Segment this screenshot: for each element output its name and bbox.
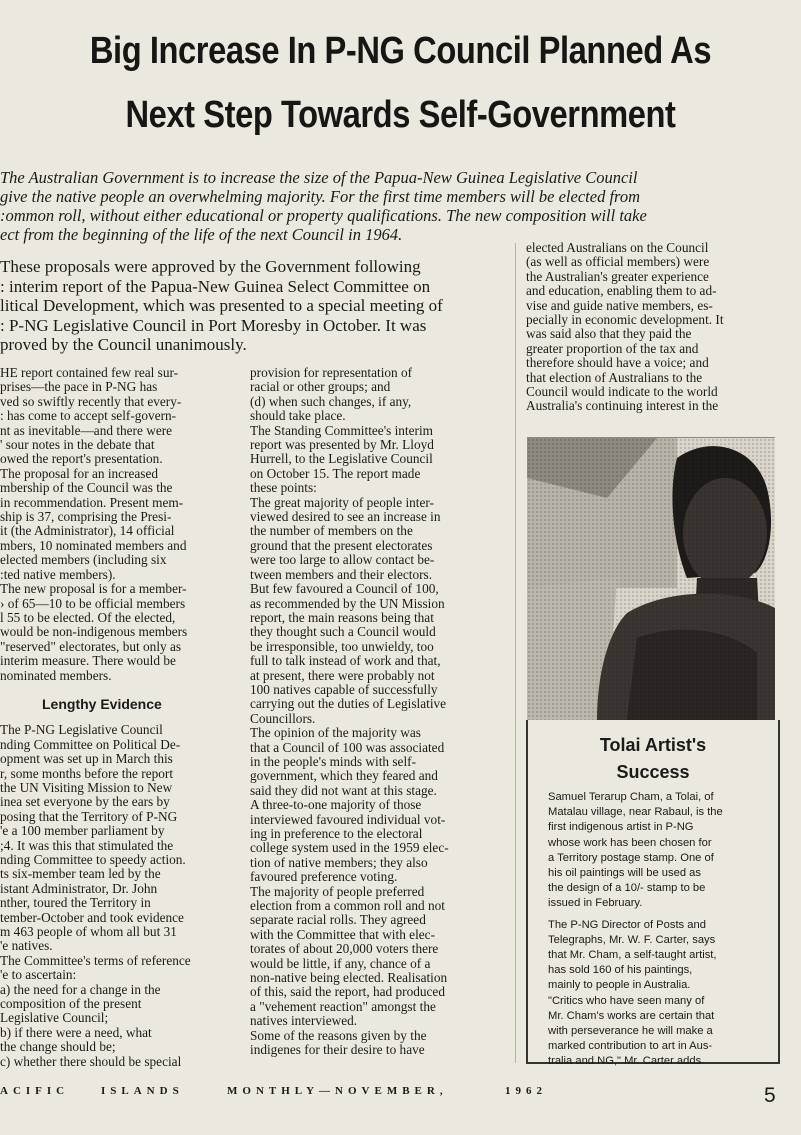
body-text-line: report, the main reasons being that — [250, 609, 434, 625]
body-text-line: nominated members. — [0, 667, 112, 683]
sidebar-text-line: has sold 160 of his paintings, — [548, 964, 693, 977]
body-text-line: it (the Administrator), 14 official — [0, 523, 175, 539]
body-text-line: Council would indicate to the world — [526, 384, 718, 400]
artist-photo — [527, 437, 775, 720]
sidebar-text-line: first indigenous artist in P-NG — [548, 821, 694, 834]
body-text-line: the number of members on the — [250, 523, 413, 539]
body-text-line: interviewed favoured individual vot- — [250, 811, 446, 827]
body-text-line: a "vehement reaction" amongst the — [250, 998, 436, 1014]
sidebar-text-line: "Critics who have seen many of — [548, 994, 705, 1007]
sidebar-text-line: that Mr. Cham, a self-taught artist, — [548, 949, 717, 962]
body-text-line: c) whether there should be special — [0, 1053, 182, 1069]
body-text-line: that election of Australians to the — [526, 369, 703, 385]
sidebar-box — [526, 720, 780, 1068]
body-text-line: istant Administrator, Dr. John — [0, 880, 158, 896]
column-1-paragraphs-2 — [0, 723, 232, 1069]
headline-line-2: Next Step Towards Self-Government — [125, 94, 676, 136]
body-text-line: favoured preference voting. — [250, 869, 398, 885]
footer-publication-part-2: ISLANDS — [101, 1085, 184, 1097]
body-text-line: separate racial rolls. They agreed — [250, 912, 426, 928]
body-text-line: : has come to accept self-govern- — [0, 408, 177, 424]
body-text-line: nding Committee to speedy action. — [0, 852, 186, 867]
body-text-line: report was presented by Mr. Lloyd — [250, 437, 434, 453]
intro-line: The Australian Government is to increase the size of the Papua-New Guinea Legislative Council — [0, 168, 638, 187]
body-text-line: in the people's minds with self- — [250, 753, 416, 769]
body-text-line: pecially in economic development. It — [526, 312, 724, 328]
body-text-line: mbers, 10 nominated members and — [0, 537, 187, 553]
lead-line: litical Development, which was presented to a special meeting of — [0, 296, 443, 315]
body-text-line: on October 15. The report made — [250, 465, 421, 481]
body-text-line: "reserved" electorates, but only as — [0, 638, 182, 654]
body-text-line: therefore should have a voice; and — [526, 355, 709, 371]
body-text-line: tember-October and took evidence — [0, 909, 184, 925]
body-text-line: ved so swiftly recently that every- — [0, 393, 182, 409]
body-text-line: :ted native members). — [0, 566, 116, 582]
body-text-line: (as well as official members) were — [526, 254, 710, 270]
body-text-line: the UN Visiting Mission to New — [0, 779, 173, 795]
body-text-line: The opinion of the majority was — [250, 725, 421, 741]
sidebar-text-line: Telegraphs, Mr. W. F. Carter, says — [548, 933, 716, 946]
body-text-line: Legislative Council; — [0, 1010, 109, 1026]
lead-line: : interim report of the Papua-New Guinea Select Committee on — [0, 276, 431, 296]
body-text-line: Australia's continuing interest in the — [526, 398, 719, 414]
body-text-line: greater proportion of the tax and — [526, 340, 699, 356]
sidebar-text-line: The P-NG Director of Posts and — [548, 918, 706, 931]
body-text-line: HE report contained few real sur- — [0, 366, 179, 380]
body-text-line: provision for representation of — [250, 365, 413, 380]
sidebar-text-line: issued in February. — [548, 897, 643, 910]
body-text-line: r, some months before the report — [0, 765, 174, 781]
footer-year: 1962 — [505, 1085, 547, 1097]
body-text-line: and education, enabling them to ad- — [526, 283, 717, 299]
sidebar-text-line: the design of a 10/- stamp to be — [548, 882, 706, 895]
sidebar-text-line: whose work has been chosen for — [548, 836, 712, 849]
body-text-line: government, which they feared and — [250, 768, 438, 784]
body-text-line: college system used in the 1959 elec- — [250, 840, 449, 856]
sidebar-text-line: Samuel Terarup Cham, a Tolai, of — [548, 791, 714, 803]
body-text-line: The P-NG Legislative Council — [0, 722, 163, 738]
body-text-line: they thought such a Council would — [250, 624, 436, 640]
body-text-line: as recommended by the UN Mission — [250, 595, 445, 611]
lead-line: proved by the Council unanimously. — [0, 335, 247, 354]
sidebar-text-line: tralia and NG," Mr. Carter adds. — [548, 1055, 705, 1068]
body-text-line: indigenes for their desire to have — [250, 1042, 425, 1058]
column-2 — [250, 366, 507, 1058]
body-text-line: The proposal for an increased — [0, 465, 159, 481]
body-text-line: a) the need for a change in the — [0, 981, 161, 997]
body-text-line: was said also that they paid the — [526, 326, 692, 342]
lead-line: These proposals were approved by the Government following — [0, 257, 421, 276]
body-text-line: Councillors. — [250, 710, 316, 726]
body-text-line: these points: — [250, 480, 317, 496]
body-text-line: inea set everyone by the ears by — [0, 794, 170, 810]
sidebar-text-line: Matalau village, near Rabaul, is the — [548, 806, 723, 819]
body-text-line: posing that the Territory of P-NG — [0, 808, 178, 824]
body-text-line: tion of native members; they also — [250, 854, 428, 870]
body-text-line: ground that the present electorates — [250, 537, 433, 553]
body-text-line: the Australian's greater experience — [526, 268, 709, 284]
body-text-line: m 463 people of whom all but 31 — [0, 924, 177, 940]
body-text-line: nther, toured the Territory in — [0, 895, 151, 911]
body-text-line: l 55 to be elected. Of the elected, — [0, 609, 176, 625]
body-text-line: elected members (including six — [0, 552, 167, 568]
body-text-line: would be non-indigenous members — [0, 624, 188, 640]
body-text-line: › of 65—10 to be official members — [0, 595, 186, 611]
body-text-line: election from a common roll and not — [250, 898, 445, 914]
sidebar-text-line: marked contribution to art in Aus- — [548, 1040, 713, 1053]
body-text-line: ts six-member team led by the — [0, 866, 161, 882]
body-text-line: should take place. — [250, 408, 346, 424]
page-number: 5 — [764, 1084, 776, 1107]
body-text-line: 'e natives. — [0, 938, 53, 954]
body-text-line: tween members and their electors. — [250, 566, 433, 582]
body-text-line: ;4. It was this that stimulated the — [0, 837, 174, 853]
body-text-line: The great majority of people inter- — [250, 494, 434, 510]
intro-standfirst — [0, 168, 780, 244]
body-text-line: torates of about 20,000 voters there — [250, 941, 439, 957]
body-text-line: ship is 37, comprising the Presi- — [0, 509, 172, 525]
sidebar-text-line: with perseverance he will make a — [548, 1025, 713, 1038]
column-1-paragraphs — [0, 366, 232, 683]
body-text-line: 100 natives capable of successfully — [250, 681, 438, 697]
body-text-line: at present, there were probably not — [250, 667, 435, 683]
body-text-line: Hurrell, to the Legislative Council — [250, 451, 433, 467]
body-text-line: opment was set up in March this — [0, 751, 173, 767]
body-text-line: in recommendation. Present mem- — [0, 494, 184, 510]
lead-paragraph — [0, 257, 505, 355]
lead-line: : P-NG Legislative Council in Port Moresby in October. It was — [0, 315, 427, 335]
sidebar-title-line-2: Success — [616, 762, 690, 782]
body-text-line: A three-to-one majority of those — [250, 797, 422, 813]
body-text-line: The majority of people preferred — [250, 883, 425, 899]
body-text-line: ' sour notes in the debate that — [0, 437, 155, 453]
body-text-line: The new proposal is for a member- — [0, 581, 187, 597]
body-text-line: viewed desired to see an increase in — [250, 509, 441, 525]
intro-line: ect from the beginning of the life of the next Council in 1964. — [0, 225, 403, 244]
body-text-line: the change should be; — [0, 1039, 116, 1055]
body-text-line: be irresponsible, too unwieldy, too — [250, 638, 434, 654]
body-text-line: racial or other groups; and — [250, 379, 391, 395]
intro-line: give the native people an overwhelming majority. For the first time members will be elected from — [0, 187, 641, 206]
body-text-line: nding Committee on Political De- — [0, 736, 181, 752]
column-1 — [0, 366, 232, 1069]
body-text-line: with the Committee that with elec- — [250, 926, 436, 942]
headline-line-1: Big Increase In P-NG Council Planned As — [89, 30, 712, 72]
body-text-line: mbership of the Council was the — [0, 480, 173, 496]
body-text-line: would be little, if any, chance of a — [250, 955, 431, 971]
column-3 — [526, 241, 778, 414]
body-text-line: said they did not want at this stage. — [250, 782, 437, 798]
sidebar-text-line: a Territory postage stamp. One of — [548, 851, 714, 864]
body-text-line: were too large to allow contact be- — [250, 552, 435, 568]
artist-portrait-image — [527, 438, 775, 720]
body-text-line: full to talk instead of work and that, — [250, 653, 441, 669]
footer-publication-part-1: ACIFIC — [0, 1085, 70, 1097]
body-text-line: composition of the present — [0, 996, 142, 1012]
sidebar-body — [548, 790, 763, 1070]
body-text-line: non-native being elected. Realisation — [250, 970, 448, 986]
body-text-line: of this, said the report, had produced — [250, 984, 445, 1000]
sidebar-text-line: Mr. Cham's works are certain that — [548, 1009, 715, 1022]
body-text-line: owed the report's presentation. — [0, 451, 163, 467]
body-text-line: Some of the reasons given by the — [250, 1027, 427, 1043]
body-text-line: The Committee's terms of reference — [0, 952, 191, 968]
sidebar-text-line: mainly to people in Australia. — [548, 979, 691, 992]
body-text-line: nt as inevitable—and there were — [0, 422, 173, 438]
body-text-line: elected Australians on the Council — [526, 240, 709, 255]
body-text-line: vise and guide native members, es- — [526, 297, 713, 313]
body-text-line: carrying out the duties of Legislative — [250, 696, 447, 712]
body-text-line: But few favoured a Council of 100, — [250, 581, 439, 597]
body-text-line: The Standing Committee's interim — [250, 422, 433, 438]
body-text-line: that a Council of 100 was associated — [250, 739, 445, 755]
body-text-line: ing in preference to the electoral — [250, 826, 423, 841]
body-text-line: 'e a 100 member parliament by — [0, 823, 165, 839]
subhead-lengthy-evidence: Lengthy Evidence — [42, 695, 162, 712]
intro-line: :ommon roll, without either educational or property qualifications. The new composition will take — [0, 206, 647, 225]
column-divider — [515, 243, 516, 1063]
footer-issue-month: MONTHLY—NOVEMBER, — [227, 1085, 448, 1097]
sidebar-text-line: his oil paintings will be used as — [548, 867, 701, 880]
body-text-line: 'e to ascertain: — [0, 967, 77, 983]
body-text-line: interim measure. There would be — [0, 653, 176, 669]
body-text-line: prises—the pace in P-NG has — [0, 379, 158, 395]
sidebar-title-line-1: Tolai Artist's — [599, 735, 707, 755]
body-text-line: natives interviewed. — [250, 1013, 358, 1029]
body-text-line: (d) when such changes, if any, — [250, 393, 412, 409]
body-text-line: b) if there were a need, what — [0, 1024, 152, 1040]
